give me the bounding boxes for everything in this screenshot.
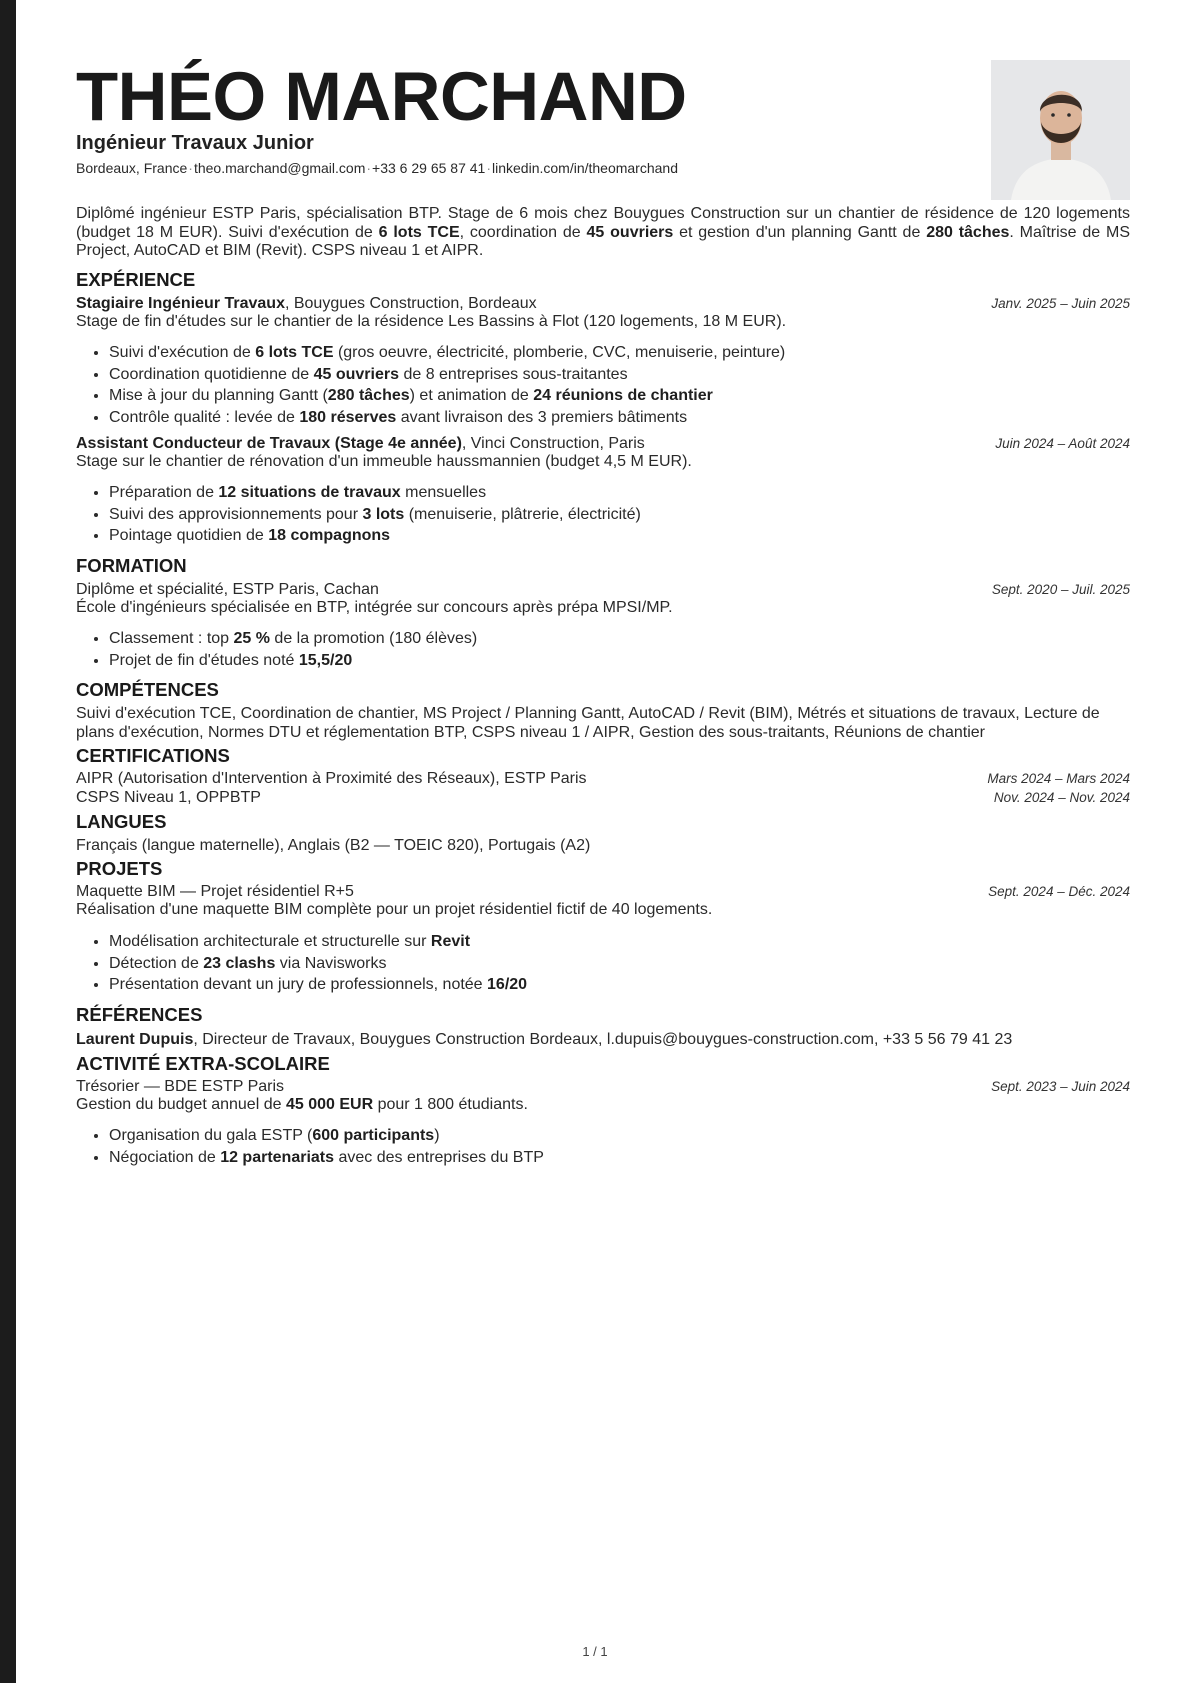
emphasis-text: Revit bbox=[430, 933, 471, 950]
emphasis-text: 15,5/20 bbox=[298, 651, 353, 669]
experience-1-role: Stagiaire Ingénieur Travaux bbox=[76, 295, 285, 312]
reference-details: , Directeur de Travaux, Bouygues Construction Bordeaux, l.dupuis@bouygues-construction.com, +33 5 56 79 41 23 bbox=[193, 1031, 1013, 1048]
text-fragment: Organisation du gala ESTP ( bbox=[109, 1127, 313, 1144]
text-fragment: Pointage quotidien de bbox=[109, 527, 269, 544]
portrait-image bbox=[991, 60, 1130, 200]
experience-2-bullets bbox=[76, 482, 641, 547]
bullet-item bbox=[109, 1147, 544, 1169]
section-heading-experience: EXPÉRIENCE bbox=[76, 269, 196, 290]
experience-1-org: , Bouygues Construction, Bordeaux bbox=[284, 295, 537, 312]
text-fragment: avant livraison des 3 premiers bâtiments bbox=[396, 408, 688, 426]
certification-1-name: AIPR (Autorisation d'Intervention à Proximité des Réseaux), ESTP Paris bbox=[76, 770, 587, 787]
emphasis-text: 25 % bbox=[233, 630, 270, 647]
emphasis-text: 24 réunions de chantier bbox=[533, 387, 713, 404]
skills-text: Suivi d'exécution TCE, Coordination de chantier, MS Project / Planning Gantt, AutoCAD / Revit (BIM), Métrés et situations de travaux, Lecture de plans d'exécution, Normes DTU et réglementation BTP, CSPS niveau 1 / AIPR, Gestion des sous-traitants, Réunions de chantier bbox=[76, 705, 1100, 741]
text-fragment: . Maîtrise de MS Project, AutoCAD et BIM (Revit). CSPS niveau 1 et AIPR. bbox=[76, 223, 1131, 259]
formation-description: École d'ingénieurs spécialisée en BTP, intégrée sur concours après prépa MPSI/MP. bbox=[76, 599, 673, 616]
text-fragment: Coordination quotidienne de bbox=[109, 365, 314, 383]
candidate-name: THÉO MARCHAND bbox=[76, 58, 687, 135]
bullet-item bbox=[109, 931, 527, 953]
bullet-item bbox=[109, 482, 641, 504]
certification-1-date: Mars 2024 – Mars 2024 bbox=[987, 771, 1130, 786]
emphasis-text: 18 compagnons bbox=[268, 527, 391, 544]
experience-1-bullets bbox=[76, 342, 785, 428]
experience-2-date: Juin 2024 – Août 2024 bbox=[995, 436, 1130, 451]
text-fragment: et gestion d'un planning Gantt de bbox=[673, 223, 927, 241]
formation-header bbox=[76, 581, 1130, 600]
text-fragment: ) et animation de bbox=[409, 387, 534, 404]
text-fragment: Diplômé ingénieur ESTP Paris, spécialisation BTP. Stage de 6 mois chez Bouygues Construction sur un chantier de résidence de 120 logements (budget 18 M EUR). Suivi d'exécution de bbox=[76, 205, 1130, 241]
text-fragment: Détection de bbox=[109, 954, 204, 972]
text-fragment: Mise à jour du planning Gantt ( bbox=[109, 387, 328, 404]
emphasis-text: 280 tâches bbox=[327, 387, 410, 404]
project-date: Sept. 2024 – Déc. 2024 bbox=[988, 884, 1130, 899]
bullet-item bbox=[109, 364, 785, 386]
extra-bullets bbox=[76, 1125, 544, 1168]
emphasis-text: 16/20 bbox=[487, 976, 528, 993]
emphasis-text: 12 situations de travaux bbox=[218, 484, 401, 501]
text-fragment: Préparation de bbox=[109, 484, 219, 501]
experience-2-role: Assistant Conducteur de Travaux (Stage 4e année) bbox=[76, 435, 462, 452]
section-heading-formation: FORMATION bbox=[76, 555, 187, 576]
text-fragment: Présentation devant un jury de professionnels, notée bbox=[109, 976, 488, 993]
summary bbox=[76, 205, 1130, 261]
text-fragment: (menuiserie, plâtrerie, électricité) bbox=[404, 505, 641, 523]
location: Bordeaux, France bbox=[76, 160, 188, 176]
emphasis-text: 23 clashs bbox=[203, 954, 276, 972]
section-heading-langues: LANGUES bbox=[76, 811, 167, 832]
emphasis-text: 45 000 EUR bbox=[285, 1096, 374, 1113]
formation-bullets bbox=[76, 628, 477, 671]
page-number: 1 / 1 bbox=[582, 1644, 608, 1659]
linkedin-link[interactable]: linkedin.com/in/theomarchand bbox=[492, 160, 678, 176]
text-fragment: Contrôle qualité : levée de bbox=[109, 408, 300, 426]
bullet-item bbox=[109, 504, 641, 526]
emphasis-text: 180 réserves bbox=[299, 408, 397, 426]
text-fragment: Modélisation architecturale et structurelle sur bbox=[109, 933, 431, 950]
bullet-item bbox=[109, 628, 477, 650]
text-fragment: pour 1 800 étudiants. bbox=[373, 1096, 528, 1113]
bullet-item bbox=[109, 525, 641, 547]
experience-2-org: , Vinci Construction, Paris bbox=[461, 435, 645, 452]
contact-line: Bordeaux, France·theo.marchand@gmail.com·+33 6 29 65 87 41·linkedin.com/in/theomarchand bbox=[76, 160, 678, 176]
certification-1 bbox=[76, 770, 1130, 789]
extra-description bbox=[76, 1096, 528, 1115]
extra-role: Trésorier — BDE ESTP Paris bbox=[76, 1078, 285, 1095]
text-fragment: Suivi d'exécution de bbox=[109, 344, 256, 361]
certification-2-name: CSPS Niveau 1, OPPBTP bbox=[76, 789, 261, 806]
emphasis-text: 45 ouvriers bbox=[313, 365, 399, 383]
emphasis-text: 12 partenariats bbox=[220, 1148, 335, 1166]
text-fragment: Négociation de bbox=[109, 1148, 221, 1166]
text-fragment: de 8 entreprises sous-traitantes bbox=[399, 365, 628, 383]
emphasis-text: 45 ouvriers bbox=[586, 223, 674, 241]
experience-2-header bbox=[76, 435, 1130, 454]
experience-1-date: Janv. 2025 – Juin 2025 bbox=[991, 296, 1130, 311]
languages-text: Français (langue maternelle), Anglais (B2 — TOEIC 820), Portugais (A2) bbox=[76, 837, 591, 854]
text-fragment: Suivi des approvisionnements pour bbox=[109, 505, 363, 523]
project-header bbox=[76, 883, 1130, 902]
text-fragment: Projet de fin d'études noté bbox=[109, 651, 299, 669]
project-description: Réalisation d'une maquette BIM complète pour un projet résidentiel fictif de 40 logements. bbox=[76, 901, 713, 918]
job-title: Ingénieur Travaux Junior bbox=[76, 132, 314, 154]
bullet-item bbox=[109, 407, 785, 429]
section-heading-references: RÉFÉRENCES bbox=[76, 1004, 203, 1025]
project-bullets bbox=[76, 931, 527, 996]
bullet-item bbox=[109, 1125, 544, 1147]
section-heading-competences: COMPÉTENCES bbox=[76, 679, 219, 700]
emphasis-text: 280 tâches bbox=[926, 223, 1010, 241]
reference-name: Laurent Dupuis bbox=[76, 1031, 194, 1048]
certification-2-date: Nov. 2024 – Nov. 2024 bbox=[993, 790, 1130, 805]
text-fragment: , coordination de bbox=[459, 223, 587, 241]
text-fragment: ) bbox=[434, 1127, 440, 1144]
section-heading-projets: PROJETS bbox=[76, 858, 163, 879]
viewer-left-bar bbox=[0, 0, 16, 1683]
formation-date: Sept. 2020 – Juil. 2025 bbox=[991, 582, 1130, 597]
project-name: Maquette BIM — Projet résidentiel R+5 bbox=[76, 883, 354, 900]
bullet-item bbox=[109, 342, 785, 364]
section-heading-certifications: CERTIFICATIONS bbox=[76, 745, 230, 766]
text-fragment: avec des entreprises du BTP bbox=[334, 1148, 544, 1166]
emphasis-text: 600 participants bbox=[312, 1127, 435, 1144]
text-fragment: mensuelles bbox=[400, 484, 487, 501]
formation-degree: Diplôme et spécialité, ESTP Paris, Cachan bbox=[76, 581, 379, 598]
text-fragment: Classement : top bbox=[109, 630, 234, 647]
profile-photo bbox=[991, 60, 1130, 200]
extra-header bbox=[76, 1078, 1130, 1097]
emphasis-text: 3 lots bbox=[362, 505, 405, 523]
emphasis-text: 6 lots TCE bbox=[378, 223, 460, 241]
bullet-item bbox=[109, 385, 785, 407]
reference-entry bbox=[76, 1031, 1012, 1050]
bullet-item bbox=[109, 974, 527, 996]
section-heading-extra: ACTIVITÉ EXTRA-SCOLAIRE bbox=[76, 1053, 330, 1074]
bullet-item bbox=[109, 953, 527, 975]
text-fragment: Gestion du budget annuel de bbox=[76, 1096, 286, 1113]
experience-1-header bbox=[76, 295, 1130, 314]
text-fragment: via Navisworks bbox=[275, 954, 387, 972]
text-fragment: de la promotion (180 élèves) bbox=[269, 630, 478, 647]
email-link[interactable]: theo.marchand@gmail.com bbox=[193, 160, 366, 176]
experience-2-description: Stage sur le chantier de rénovation d'un immeuble haussmannien (budget 4,5 M EUR). bbox=[76, 453, 692, 470]
bullet-item bbox=[109, 650, 477, 672]
extra-date: Sept. 2023 – Juin 2024 bbox=[991, 1079, 1130, 1094]
phone: +33 6 29 65 87 41 bbox=[372, 160, 486, 176]
experience-1-description: Stage de fin d'études sur le chantier de la résidence Les Bassins à Flot (120 logements, 18 M EUR). bbox=[76, 313, 787, 330]
text-fragment: (gros oeuvre, électricité, plomberie, CVC, menuiserie, peinture) bbox=[333, 344, 786, 361]
emphasis-text: 6 lots TCE bbox=[255, 344, 334, 361]
certification-2 bbox=[76, 789, 1130, 808]
